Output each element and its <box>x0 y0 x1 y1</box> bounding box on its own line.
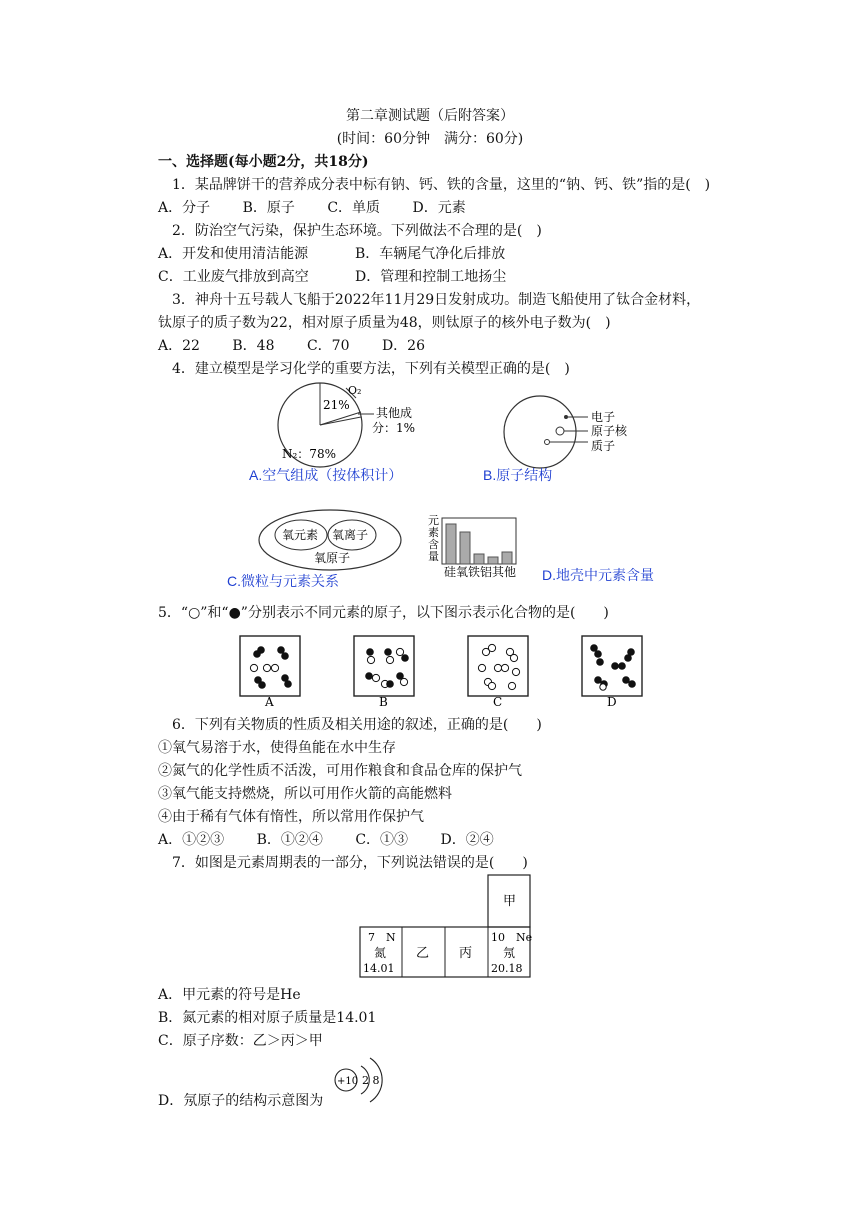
neon-nucleus-label: +10 <box>337 1076 359 1087</box>
q3-stem-line1: 3．神舟十五号载人飞船于2022年11月29日发射成功。制造飞船使用了钛合金材料， <box>172 292 701 308</box>
bar-ylabel-2: 素 <box>428 526 439 539</box>
q1-option-d: D．元素 <box>412 200 466 216</box>
cell-jia: 甲 <box>503 894 517 909</box>
q6-option-a: A．①②③ <box>158 832 225 848</box>
cell-yi: 乙 <box>416 946 430 961</box>
q5-label-c: C <box>493 695 503 709</box>
bar-si <box>446 524 456 564</box>
q7-option-b: B．氮元素的相对原子质量是14.01 <box>158 1010 377 1026</box>
q4-stem: 4．建立模型是学习化学的重要方法，下列有关模型正确的是( ) <box>172 361 570 377</box>
neon-atom-structure-diagram <box>330 1054 386 1110</box>
q2-option-a: A．开发和使用清洁能源 <box>158 246 309 262</box>
cell-ne-mass: 20.18 <box>491 962 523 975</box>
q3-option-b: B．48 <box>232 338 275 354</box>
q2-stem: 2．防治空气污染，保护生态环境。下列做法不合理的是( ) <box>172 223 542 239</box>
q1-option-b: B．原子 <box>242 200 295 216</box>
cell-n-mass: 14.01 <box>363 962 395 975</box>
caption-b: B.原子结构 <box>483 467 553 483</box>
atom-proton-label: 质子 <box>591 439 616 453</box>
q5-stem: 5．“○”和“●”分别表示不同元素的原子，以下图示表示化合物的是( ) <box>158 605 609 621</box>
q2-option-c: C．工业废气排放到高空 <box>158 269 309 285</box>
q5-label-b: B <box>379 695 388 709</box>
neon-shell-electrons: 2 8 <box>362 1074 380 1087</box>
pie-n2-label: N₂：78% <box>282 447 336 461</box>
bar-other <box>502 552 512 564</box>
q7-option-c: C．原子序数：乙＞丙＞甲 <box>158 1033 323 1049</box>
q1-option-c: C．单质 <box>327 200 381 216</box>
q1-options <box>158 198 494 218</box>
pie-21-label: 21% <box>323 398 350 412</box>
q7-stem: 7．如图是元素周期表的一部分，下列说法错误的是( ) <box>172 855 528 871</box>
q6-option-c: C．①③ <box>355 832 409 848</box>
section-heading: 一、选择题(每小题2分，共18分) <box>158 154 369 170</box>
q5-label-d: D <box>607 695 617 709</box>
air-composition-pie <box>270 382 430 468</box>
pie-o2-label: O₂ <box>348 384 362 397</box>
q2-option-d: D．管理和控制工地扬尘 <box>355 269 507 285</box>
q7-option-d: D．氖原子的结构示意图为 <box>158 1093 324 1109</box>
atom-nucleus-label: 原子核 <box>591 424 628 438</box>
periodic-table-fragment <box>358 874 534 980</box>
bar-ylabel-1: 元 <box>428 514 439 527</box>
venn-element-label: 氧元素 <box>282 528 319 542</box>
q7-option-a: A．甲元素的符号是He <box>158 987 301 1003</box>
pie-other-label-1: 其他成 <box>376 406 413 420</box>
bar-xlabels: 硅氧铁铝其他 <box>444 565 517 578</box>
q6-item-4: ④由于稀有气体有惰性，所以常用作保护气 <box>158 809 424 825</box>
cell-n-number: 7 N <box>368 931 396 944</box>
q6-option-b: B．①②④ <box>256 832 323 848</box>
crust-element-bar-chart <box>426 512 526 578</box>
q6-item-2: ②氮气的化学性质不活泼，可用作粮食和食品仓库的保护气 <box>158 763 522 779</box>
q1-option-a: A．分子 <box>158 200 211 216</box>
q3-option-d: D．26 <box>381 338 425 354</box>
q6-item-1: ①氧气易溶于水，使得鱼能在水中生存 <box>158 740 396 756</box>
cell-n-name: 氮 <box>374 946 387 960</box>
q1-stem: 1．某品牌饼干的营养成分表中标有钠、钙、铁的含量，这里的“钠、钙、铁”指的是( ) <box>172 177 711 193</box>
bar-ylabel-3: 含 <box>428 538 439 551</box>
q3-option-a: A．22 <box>158 338 200 354</box>
venn-atom-label: 氧原子 <box>314 551 351 565</box>
q5-label-a: A <box>265 695 274 709</box>
bar-al <box>488 557 498 564</box>
q3-option-c: C．70 <box>306 338 350 354</box>
caption-d: D.地壳中元素含量 <box>542 567 654 583</box>
cell-ne-number: 10 Ne <box>491 931 533 944</box>
cell-bing: 丙 <box>459 946 473 961</box>
page-subtitle: (时间：60分钟 满分：60分) <box>336 131 524 147</box>
venn-ion-label: 氧离子 <box>332 528 369 542</box>
q3-stem-line2: 钛原子的质子数为22，相对原子质量为48，则钛原子的核外电子数为( ) <box>158 315 611 331</box>
q6-options <box>158 830 522 850</box>
q6-stem: 6．下列有关物质的性质及相关用途的叙述，正确的是( ) <box>172 717 542 733</box>
caption-c: C.微粒与元素关系 <box>227 573 339 589</box>
atom-electron-label: 电子 <box>591 410 616 424</box>
pie-other-label-2: 分：1% <box>372 421 416 435</box>
cell-ne-name: 氖 <box>503 946 516 960</box>
q6-item-3: ③氧气能支持燃烧，所以可用作火箭的高能燃料 <box>158 786 452 802</box>
particle-element-venn <box>256 508 406 574</box>
q6-option-d: D．②④ <box>440 832 494 848</box>
q5-particle-diagrams <box>230 632 650 710</box>
q3-options <box>158 336 453 356</box>
bar-o <box>460 532 470 564</box>
caption-a: A.空气组成（按体积计） <box>249 467 403 483</box>
bar-fe <box>474 554 484 564</box>
atom-structure-diagram <box>502 394 672 470</box>
q2-option-b: B．车辆尾气净化后排放 <box>355 246 506 262</box>
bar-ylabel-4: 量 <box>428 550 439 563</box>
page-title: 第二章测试题（后附答案） <box>346 108 514 124</box>
